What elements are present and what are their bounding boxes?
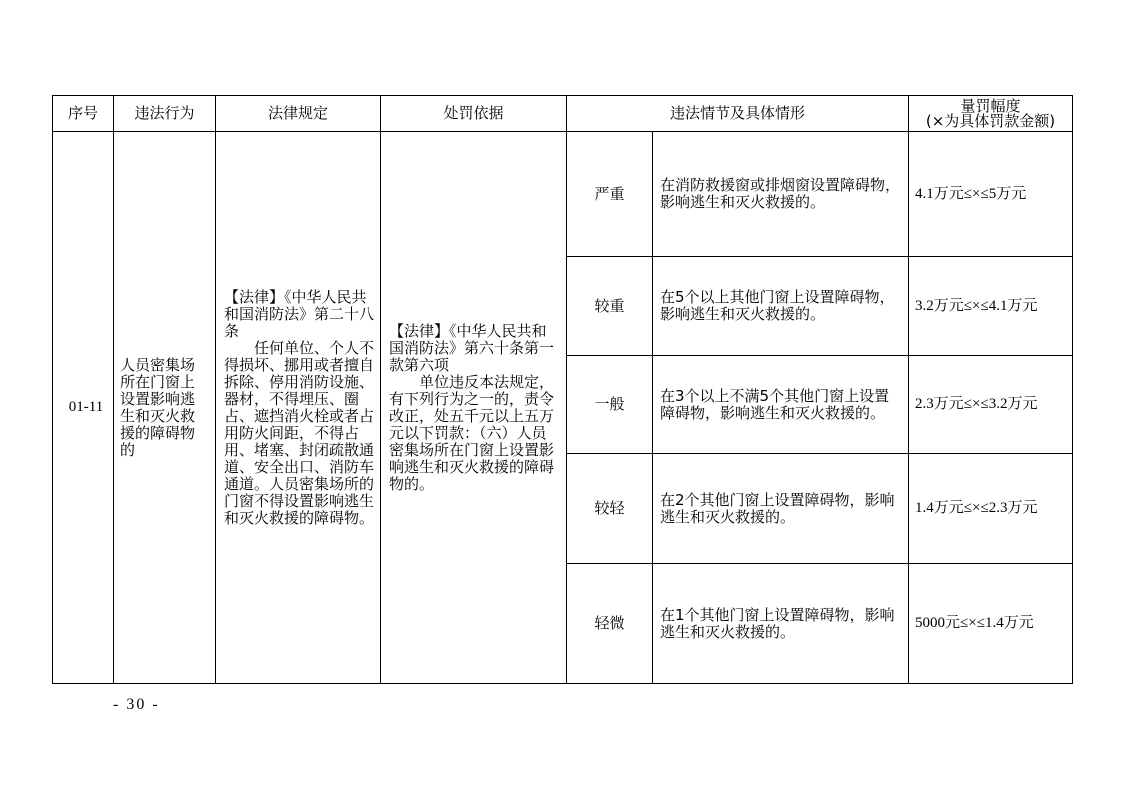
header-penalty — [909, 96, 1073, 132]
level-detail: 在1个其他门窗上设置障碍物，影响逃生和灭火救援的。 — [653, 564, 909, 684]
header-penalty-title: 量罚幅度 — [960, 96, 1021, 115]
level-label: 轻微 — [567, 564, 653, 684]
page-number: - 30 - — [113, 696, 160, 713]
row-law — [216, 132, 381, 684]
level-detail: 在3个以上不满5个其他门窗上设置障碍物，影响逃生和灭火救援的。 — [653, 356, 909, 454]
level-range: 4.1万元≤×≤5万元 — [909, 132, 1073, 257]
level-label: 较重 — [567, 257, 653, 356]
table-header-row — [53, 96, 1073, 132]
header-seq: 序号 — [53, 96, 114, 132]
header-penalty-note: (×为具体罚款金额) — [925, 111, 1056, 130]
table-row — [53, 132, 1073, 257]
row-behavior: 人员密集场所在门窗上设置影响逃生和灭火救援的障碍物的 — [114, 132, 216, 684]
level-label: 较轻 — [567, 454, 653, 564]
basis-title: 【法律】《中华人民共和国消防法》第六十条第一款第六项 — [389, 321, 555, 374]
level-range: 5000元≤×≤1.4万元 — [909, 564, 1073, 684]
header-behavior: 违法行为 — [114, 96, 216, 132]
row-seq: 01-11 — [53, 132, 114, 684]
level-range: 1.4万元≤×≤2.3万元 — [909, 454, 1073, 564]
level-label: 严重 — [567, 132, 653, 257]
level-detail: 在2个其他门窗上设置障碍物，影响逃生和灭火救援的。 — [653, 454, 909, 564]
level-range: 3.2万元≤×≤4.1万元 — [909, 257, 1073, 356]
law-body: 任何单位、个人不得损坏、挪用或者擅自拆除、停用消防设施、器材，不得埋压、圈占、遮挡消火栓或者占用防火间距，不得占用、堵塞、封闭疏散通道、安全出口、消防车通道。人员密集场所的门窗不得设置影响逃生和灭火救援的障碍物。 — [224, 338, 375, 527]
header-basis: 处罚依据 — [381, 96, 567, 132]
basis-body: 单位违反本法规定，有下列行为之一的，责令改正，处五千元以上五万元以下罚款：（六）人员密集场所在门窗上设置影响逃生和灭火救援的障碍物的。 — [389, 372, 555, 493]
level-range: 2.3万元≤×≤3.2万元 — [909, 356, 1073, 454]
law-title: 【法律】《中华人民共和国消防法》第二十八条 — [224, 287, 375, 340]
level-label: 一般 — [567, 356, 653, 454]
level-detail: 在消防救援窗或排烟窗设置障碍物，影响逃生和灭火救援的。 — [653, 132, 909, 257]
level-detail: 在5个以上其他门窗上设置障碍物，影响逃生和灭火救援的。 — [653, 257, 909, 356]
header-law: 法律规定 — [216, 96, 381, 132]
penalty-table — [52, 95, 1073, 684]
row-basis — [381, 132, 567, 684]
header-circumstance: 违法情节及具体情形 — [567, 96, 909, 132]
